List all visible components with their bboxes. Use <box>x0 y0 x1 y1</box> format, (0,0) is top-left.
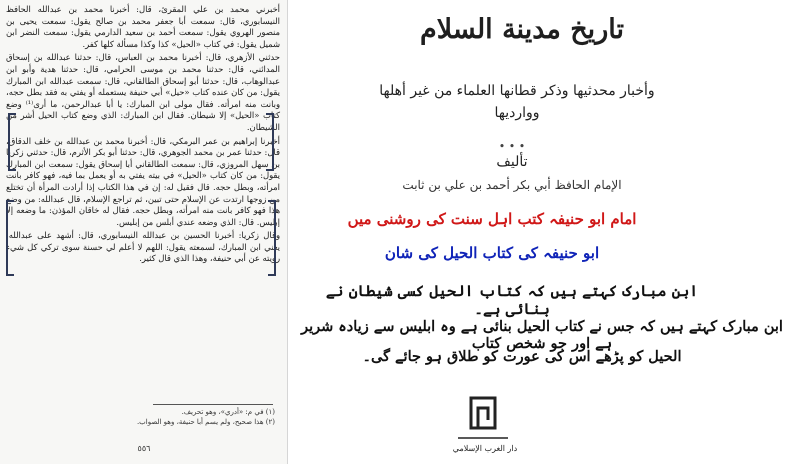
book-paragraph: حدثني الأزهري، قال: أخبرنا محمد بن العباس، قال: حدثنا عبدالله بن إسحاق المدائني، قال: حدثنا محمد بن موسى الحرامي، قال: حدثنا هدية وأبو ابن عبدالوهاب، قال: حدثنا أبو إسحاق الطالقاني، قال: سمعت عبدالله ابن المبارك يقول: من كان عنده كتاب «حيل» أبي حنيفة يستعمله أو يفتي به فقد بطل حجه، وبانت منه امرأته. فقال مولى ابن المبارك: يا أبا عبدالرحمن، ما أرى⁽¹⁾ وضع كتاب «الحيل» إلا شيطان. فقال ابن المبارك: الذي وضع كتاب الحيل أشر من الشيطان. <box>6 52 280 132</box>
book-text <box>6 4 280 267</box>
urdu-line: الحیل کو پڑھے اس کی عورت کو طلاق ہو جائے گی۔ <box>362 348 682 365</box>
book-paragraph: أخبرنا إبراهيم بن عمر البرمكي، قال: أخبرنا محمد بن عبدالله بن خلف الدقاق، قال: حدثنا عمر بن محمد الجوهري، قال: حدثنا أبو بكر الأثرم، قال: حدثني زكريا بن سهل المروزي، قال: سمعت الطالقاني أبا إسحاق يقول: سمعت ابن المبارك يقول: من كان كتاب «الحيل» في بيته يفتي به أو يعمل بما فيه، فهو كافر بانت امرأته، وبطل حجه. قال فقيل له: إن في هذا الكتاب إذا أرادت المرأة أن تختلع من زوجها ارتدت عن الإسلام حتى تبين، ثم تراجع الإسلام، قال عبدالله: من وضع هذا فهو كافر بانت منه امرأته، وبطل حجه. فقال له خاقان المؤذن: ما وضعه إلا إبليس. قال: الذي وضعه عندي أبلس من إبليس. <box>6 135 280 227</box>
highlight-bracket-right <box>268 200 276 276</box>
highlight-bracket-left <box>6 200 14 276</box>
urdu-line: ابن مبارک کہتے ہیں کہ کتاب الحیل کسی شیطان نے بنائی ہے۔ <box>325 282 699 318</box>
ornament-divider: • • • <box>498 140 526 153</box>
publisher-name: دار الغرب الإسلامي <box>452 444 518 453</box>
publisher-logo-icon <box>438 392 528 448</box>
author-name: الإمام الحافظ أبي بكر أحمد بن علي بن ثابت <box>402 178 622 192</box>
urdu-heading-red: امام ابو حنیفہ کتب اہل سنت کی روشنی میں <box>347 210 637 228</box>
highlight-bracket-right <box>266 113 274 171</box>
urdu-line: ابن مبارک کہتے ہیں کہ جس نے کتاب الحیل بنائی ہے وہ ابلیس سے زیادہ شریر ہے اور جو شخص کتاب <box>301 318 783 352</box>
book-subtitle: وأخبار محدثيها وذكر قطانها العلماء من غير أهلها ووارديها <box>379 83 655 121</box>
footnotes <box>13 408 275 427</box>
author-label: تأليف <box>496 154 528 170</box>
book-paragraph: أخبرني محمد بن علي المقرئ، قال: أخبرنا محمد بن عبدالله الحافظ النيسابوري، قال: سمعت أبا جعفر محمد بن صالح يقول: سمعت يحيى بن منصور الهروي يقول: سمعت أحمد بن سعيد الدارمي يقول: سمعت النضر ابن شميل يقول: في كتاب «الحيل» كذا وكذا مسألة كلها كفر. <box>6 4 280 49</box>
footnote: (٢) هذا صحيح، ولم يسم أبا حنيفة، وهو الصواب. <box>136 417 275 426</box>
footnote-divider <box>153 404 273 405</box>
book-title: تاريخ مدينة السلام <box>420 14 624 45</box>
urdu-heading-blue: ابو حنیفہ کی کتاب الحیل کی شان <box>384 244 600 262</box>
highlight-bracket-left <box>8 113 16 171</box>
footnote: (١) في م: «أدري»، وهو تحريف. <box>181 408 275 416</box>
book-paragraph: وقال زكريا: أخبرنا الحسين بن عبدالله النيسابوري، قال: أشهد على عبدالله، يعني ابن المبارك، لسمعته يقول: اللهم لا أعلم لي حسنة سوى تركي كل شيء رويته عن أبي حنيفة، وهذا الذي قال كثير. <box>6 230 280 264</box>
page-number: ٥٥٦ <box>137 444 151 453</box>
commentary-panel <box>292 0 800 464</box>
book-page-scan <box>0 0 288 464</box>
